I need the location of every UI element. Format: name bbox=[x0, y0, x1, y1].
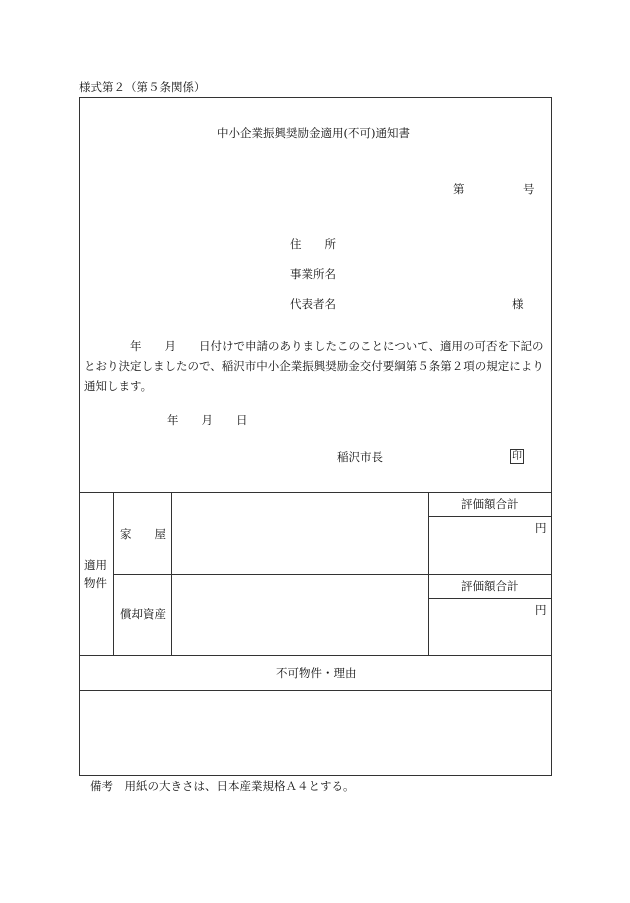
body-line-3: 通知します。 bbox=[84, 379, 153, 393]
body-line-1: 年 月 日付けで申請のありましたこのことについて、適用の可否を下記の bbox=[84, 339, 544, 353]
date-line: 年 月 日 bbox=[167, 413, 248, 427]
body-line-2: とおり決定しましたので、稲沢市中小企業振興奨励金交付要綱第５条第２項の規定により bbox=[84, 359, 544, 373]
office-name-label: 事業所名 bbox=[290, 267, 336, 281]
asset-total-label: 評価額合計 bbox=[461, 579, 519, 593]
reject-header: 不可物件・理由 bbox=[276, 666, 357, 680]
asset-yen: 円 bbox=[535, 603, 547, 617]
row-divider bbox=[113, 574, 552, 575]
table-top-line bbox=[79, 492, 552, 493]
reject-header-bottom-line bbox=[79, 690, 552, 691]
number-go: 号 bbox=[523, 182, 535, 196]
house-total-header-line bbox=[428, 516, 552, 517]
house-total-label: 評価額合計 bbox=[461, 497, 519, 511]
form-label: 様式第２（第５条関係） bbox=[79, 80, 206, 94]
reject-header-top-line bbox=[79, 655, 552, 656]
seal-stamp: 印 bbox=[512, 451, 522, 462]
house-label: 家 屋 bbox=[120, 527, 166, 541]
address-label: 住 所 bbox=[290, 237, 336, 251]
asset-total-header-line bbox=[428, 598, 552, 599]
body-paragraph bbox=[84, 336, 554, 396]
number-dai: 第 bbox=[453, 182, 465, 196]
representative-label: 代表者名 bbox=[290, 297, 336, 311]
honorific: 様 bbox=[512, 297, 524, 311]
issuer: 稲沢市長 bbox=[337, 450, 383, 464]
section-label-line1: 適用 bbox=[84, 558, 107, 572]
document-title: 中小企業振興奨励金適用(不可)通知書 bbox=[217, 126, 410, 140]
house-yen: 円 bbox=[535, 521, 547, 535]
footnote: 備考 用紙の大きさは、日本産業規格Ａ４とする。 bbox=[90, 779, 355, 793]
section-label-line2: 物件 bbox=[84, 576, 107, 590]
depreciable-asset-label: 償却資産 bbox=[120, 607, 166, 621]
